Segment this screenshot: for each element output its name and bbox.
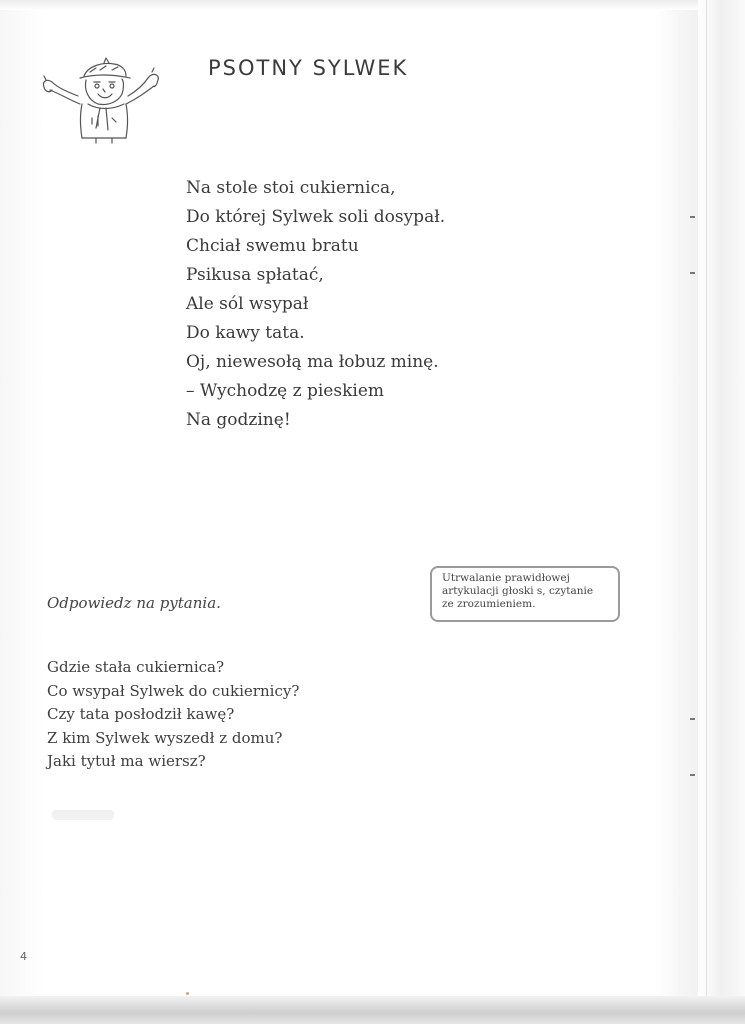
poem-line: Psikusa spłatać,: [186, 265, 324, 285]
boy-illustration-icon: [40, 52, 165, 144]
poem-line: Oj, niewesołą ma łobuz minę.: [186, 352, 439, 372]
bottom-scan-edge: [0, 996, 745, 1024]
question-item: Co wsypał Sylwek do cukiernicy?: [47, 681, 300, 700]
poem-line: – Wychodzę z pieskiem: [186, 381, 384, 401]
poem-line: Na godzinę!: [186, 410, 291, 430]
question-list: [47, 656, 299, 774]
poem-line: Ale sól wsypał: [186, 294, 309, 314]
poem-line: Do kawy tata.: [186, 323, 305, 343]
poem-text: [186, 174, 445, 435]
teacher-note-box: [430, 566, 620, 622]
question-item: Jaki tytuł ma wiersz?: [47, 752, 206, 770]
exercise-instruction: Odpowiedz na pytania.: [47, 594, 221, 612]
question-item: Czy tata posłodził kawę?: [47, 705, 235, 723]
page-number: 4: [20, 950, 27, 963]
poem-line: Do której Sylwek soli dosypał.: [186, 207, 446, 227]
scan-speck: [186, 992, 189, 995]
margin-tick: [690, 718, 695, 720]
poem-line: Na stole stoi cukiernica,: [186, 178, 396, 198]
question-item: Gdzie stała cukiernica?: [47, 658, 225, 676]
poem-line: Chciał swemu bratu: [186, 236, 359, 256]
note-line: ze zrozumieniem.: [442, 598, 536, 610]
margin-tick: [690, 272, 695, 274]
fold-line: [706, 0, 707, 1000]
question-item: Z kim Sylwek wyszedł z domu?: [47, 728, 283, 747]
margin-tick: [690, 774, 695, 776]
poem-title: PSOTNY SYLWEK: [208, 56, 409, 80]
faint-smudge: [52, 810, 114, 820]
note-line: artykulacji głoski s, czytanie: [442, 585, 594, 597]
top-scan-edge: [0, 0, 745, 10]
note-line: Utrwalanie prawidłowej: [442, 572, 570, 584]
margin-tick: [690, 216, 695, 218]
